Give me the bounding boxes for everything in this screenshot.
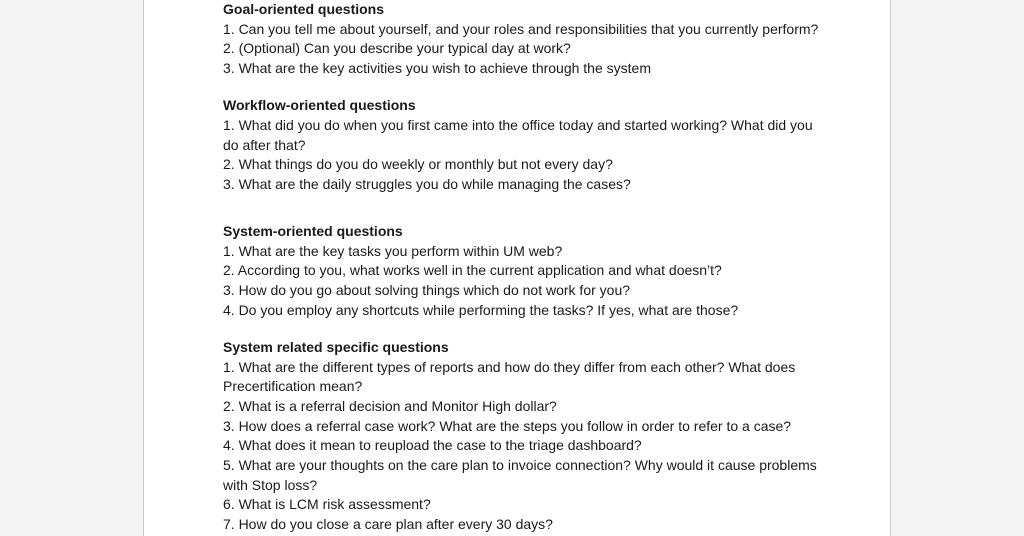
question-line: 3. What are the key activities you wish to achieve through the system bbox=[223, 60, 651, 77]
question-line: 3. What are the daily struggles you do while managing the cases? bbox=[223, 176, 631, 193]
section-system-related-specific bbox=[223, 338, 833, 535]
section-heading: System-oriented questions bbox=[223, 222, 403, 239]
section-heading: Goal-oriented questions bbox=[223, 1, 385, 17]
question-line: 7. How do you close a care plan after every 30 days? bbox=[223, 516, 553, 533]
section-goal-oriented bbox=[223, 0, 833, 79]
question-line: 1. What are the key tasks you perform within UM web? bbox=[223, 242, 563, 259]
section-heading: Workflow-oriented questions bbox=[223, 97, 416, 114]
question-line: 1. Can you tell me about yourself, and your roles and responsibilities that you currently perform? bbox=[223, 20, 819, 37]
question-line: with Stop loss? bbox=[223, 476, 318, 493]
question-line: 2. According to you, what works well in the current application and what doesn’t? bbox=[223, 262, 722, 279]
section-workflow-oriented bbox=[223, 96, 833, 195]
question-line: 2. (Optional) Can you describe your typical day at work? bbox=[223, 40, 571, 57]
question-line: 5. What are your thoughts on the care plan to invoice connection? Why would it cause problems bbox=[223, 457, 817, 474]
document-body bbox=[223, 0, 833, 535]
question-line: 1. What did you do when you first came into the office today and started working? What did you bbox=[223, 117, 813, 134]
section-heading: System related specific questions bbox=[223, 338, 449, 355]
section-system-oriented bbox=[223, 222, 833, 321]
question-line: 6. What is LCM risk assessment? bbox=[223, 496, 431, 513]
question-line: 2. What is a referral decision and Monitor High dollar? bbox=[223, 397, 557, 414]
question-line: 1. What are the different types of reports and how do they differ from each other? What does bbox=[223, 358, 796, 375]
document-page bbox=[143, 0, 891, 536]
question-line: Precertification mean? bbox=[223, 378, 363, 395]
question-line: do after that? bbox=[223, 136, 306, 153]
question-line: 4. Do you employ any shortcuts while performing the tasks? If yes, what are those? bbox=[223, 301, 739, 318]
question-line: 3. How does a referral case work? What are the steps you follow in order to refer to a case? bbox=[223, 417, 792, 434]
question-line: 4. What does it mean to reupload the case to the triage dashboard? bbox=[223, 437, 642, 454]
question-line: 2. What things do you do weekly or monthly but not every day? bbox=[223, 156, 613, 173]
question-line: 3. How do you go about solving things which do not work for you? bbox=[223, 281, 631, 298]
